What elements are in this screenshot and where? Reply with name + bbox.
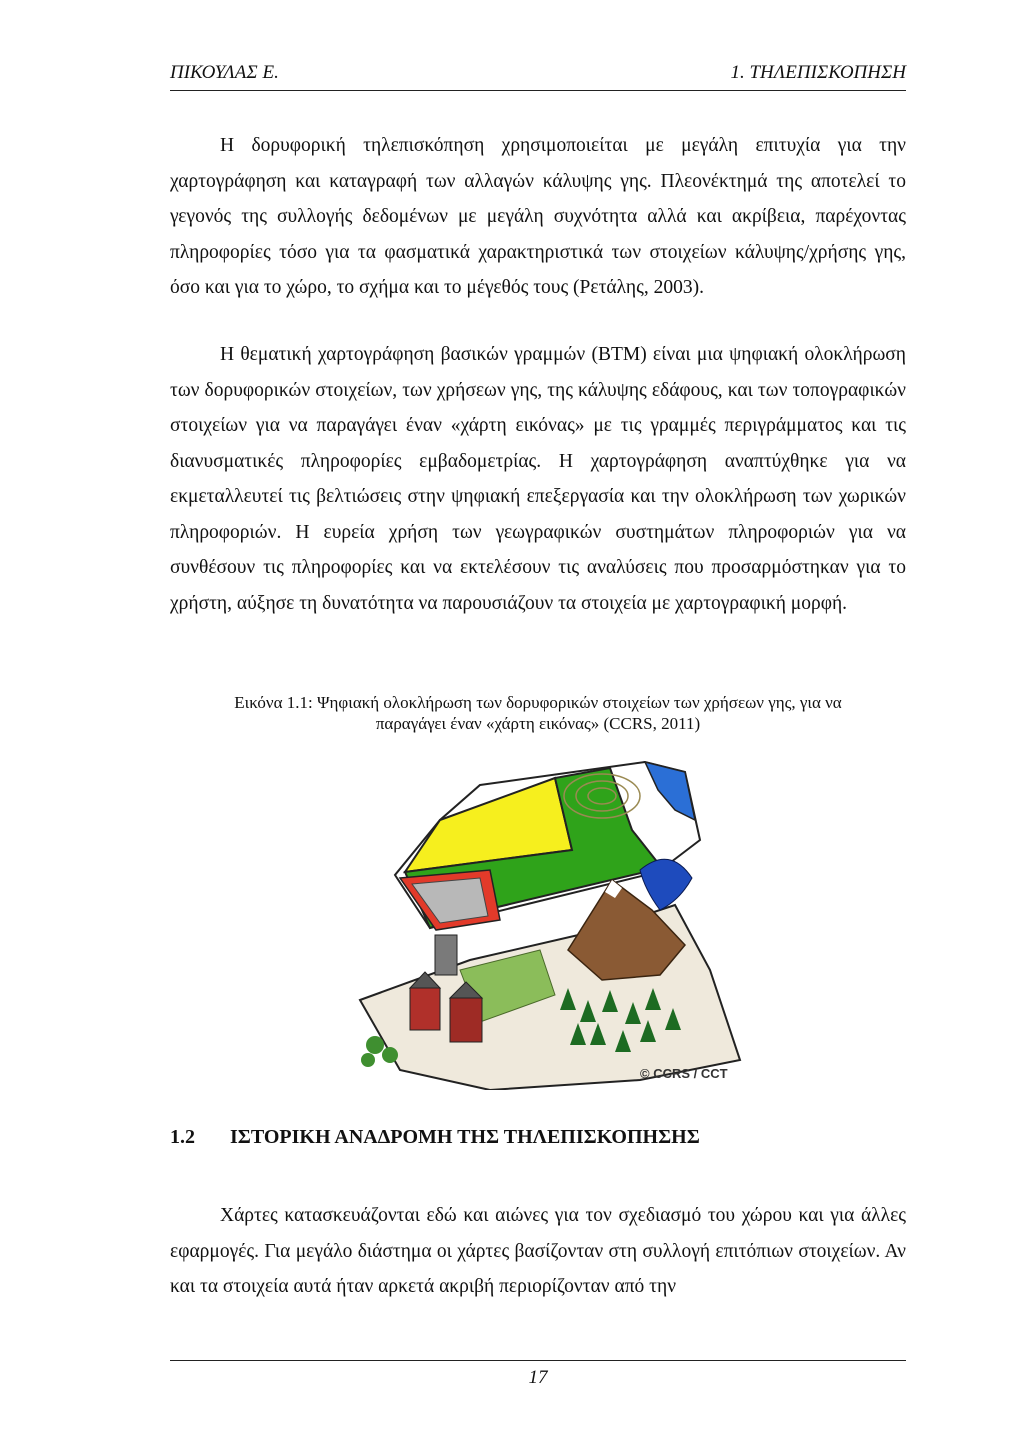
figure-credit: © CCRS / CCT: [640, 1066, 728, 1081]
section-heading: [170, 1126, 700, 1149]
page-footer: [170, 1360, 906, 1389]
paragraph-2: [170, 337, 906, 621]
section-title: ΙΣΤΟΡΙΚΗ ΑΝΑΔΡΟΜΗ ΤΗΣ ΤΗΛΕΠΙΣΚΟΠΗΣΗΣ: [230, 1126, 700, 1148]
section-number: 1.2: [170, 1126, 195, 1148]
paragraph-3-text: Χάρτες κατασκευάζονται εδώ και αιώνες για τον σχεδιασμό του χώρου και για άλλες εφαρμογές. Για μεγάλο διάστημα οι χάρτες βασίζονταν στη συλλογή επιτόπιων στοιχείων. Αν και τα στοιχεία αυτά ήταν αρκετά ακριβή περιορίζονταν από την: [170, 1205, 906, 1297]
image-map-illustration: [340, 760, 760, 1090]
figure-caption-line-1: Εικόνα 1.1: Ψηφιακή ολοκλήρωση των δορυφορικών στοιχείων των χρήσεων γης, για να: [234, 693, 842, 712]
figure-ocean-wave: [640, 859, 692, 910]
paragraph-1-text: Η δορυφορική τηλεπισκόπηση χρησιμοποιείται με μεγάλη επιτυχία για την χαρτογράφηση και καταγραφή των αλλαγών κάλυψης γης. Πλεονέκτημά της αποτελεί το γεγονός της συλλογής δεδομένων με μεγάλη συχνότητα αλλά και ακρίβεια, παρέχοντας πληροφορίες τόσο για τα φασματικά χαρακτηριστικά των στοιχείων κάλυψης/χρήσης γης, όσο και για το χώρο, το σχήμα και το μέγεθός τους (Ρετάλης, 2003).: [170, 135, 906, 298]
header-chapter: 1. ΤΗΛΕΠΙΣΚΟΠΗΣΗ: [730, 62, 906, 83]
page-header: [170, 62, 906, 91]
figure-caption-line-2: παραγάγει έναν «χάρτη εικόνας» (CCRS, 2011): [375, 714, 701, 733]
figure-image-map: [340, 760, 760, 1090]
header-author: ΠΙΚΟΥΛΑΣ Ε.: [170, 62, 279, 83]
figure-caption: [170, 692, 906, 734]
paragraph-3: [170, 1198, 906, 1305]
paragraph-1: [170, 128, 906, 306]
page-number: 17: [528, 1367, 548, 1388]
paragraph-2-text: Η θεματική χαρτογράφηση βασικών γραμμών (BTM) είναι μια ψηφιακή ολοκλήρωση των δορυφορικών στοιχείων, των χρήσεων γης, της κάλυψης εδάφους, και των τοπογραφικών στοιχείων για να παραγάγει έναν «χάρτη εικόνας» με τις γραμμές περιγράμματος και τις διανυσματικές πληροφορίες εμβαδομετρίας. Η χαρτογράφηση αναπτύχθηκε για να εκμεταλλευτεί τις βελτιώσεις στην ψηφιακή επεξεργασία και την ολοκλήρωση των χωρικών πληροφοριών. Η ευρεία χρήση των γεωγραφικών συστημάτων πληροφοριών για να συνθέσουν τις πληροφορίες και να εκτελέσουν τις αναλύσεις που προσαρμόστηκαν για το χρήστη, αύξησε τη δυνατότητα να παρουσιάζουν τα στοιχεία με χαρτογραφική μορφή.: [170, 344, 906, 614]
